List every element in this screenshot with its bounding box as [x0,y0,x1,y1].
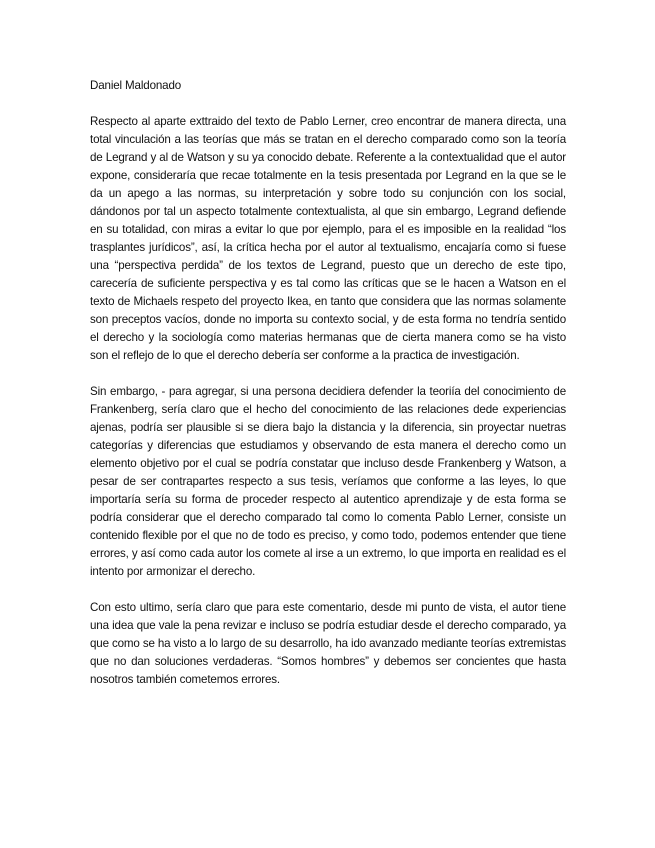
author-name: Daniel Maldonado [90,79,182,92]
paragraph-2: Sin embargo, - para agregar, si una persona decidiera defender la teoriía del conocimiento de Frankenberg, sería claro que el hecho del conocimiento de las relaciones dede experiencias ajenas, podría ser plausible si se diera bajo la distancia y la diferencia, sin proyectar nuetras categorías y diferencias que estudiamos y observando de esta manera el derecho como un elemento objetivo por el cual se podría constatar que incluso desde Frankenberg y Watson, a pesar de ser contrapartes respecto a sus tesis, veríamos que conforme a las leyes, lo que importaría sería su forma de proceder respecto al autentico aprendizaje y de esta forma se podría considerar que el derecho comparado tal como lo comenta Pablo Lerner, consiste un contenido flexible por el que no de todo es preciso, y como todo, podemos entender que tiene errores, y así como cada autor los comete al irse a un extremo, lo que importa en realidad es el intento por armonizar el derecho. [90,385,566,578]
paragraph-1: Respecto al aparte exttraido del texto de Pablo Lerner, creo encontrar de manera directa, una total vinculación a las teorías que más se tratan en el derecho comparado como son la teoría de Legrand y al de Watson y su ya conocido debate. Referente a la contextualidad que el autor expone, consideraría que recae totalmente en la tesis presentada por Legrand en la que se le da un apego a las normas, su interpretación y sobre todo su conjunción con los social, dándonos por tal un aspecto totalmente contextualista, al que sin embargo, Legrand defiende en su totalidad, con miras a evitar lo que por ejemplo, para el es imposible en la realidad “los trasplantes jurídicos”, así, la crítica hecha por el autor al textualismo, encajaría como si fuese una “perspectiva perdida” de los textos de Legrand, puesto que un derecho de este tipo, carecería de suficiente perspectiva y es tal como las críticas que se le hacen a Watson en el texto de Michaels respeto del proyecto Ikea, en tanto que considera que las normas solamente son preceptos vacíos, donde no importa su contexto social, y de esta forma no tendría sentido el derecho y la sociología como materias hermanas que de cierta manera como se ha visto son el reflejo de lo que el derecho debería ser conforme a la practica de investigación. [90,115,566,362]
document-page [90,77,566,689]
paragraph-3: Con esto ultimo, sería claro que para este comentario, desde mi punto de vista, el autor tiene una idea que vale la pena revizar e incluso se podría estudiar desde el derecho comparado, ya que como se ha visto a lo largo de su desarrollo, ha ido avanzado mediante teorías extremistas que no dan soluciones verdaderas. “Somos hombres” y debemos ser concientes que hasta nosotros también cometemos errores. [90,601,566,686]
